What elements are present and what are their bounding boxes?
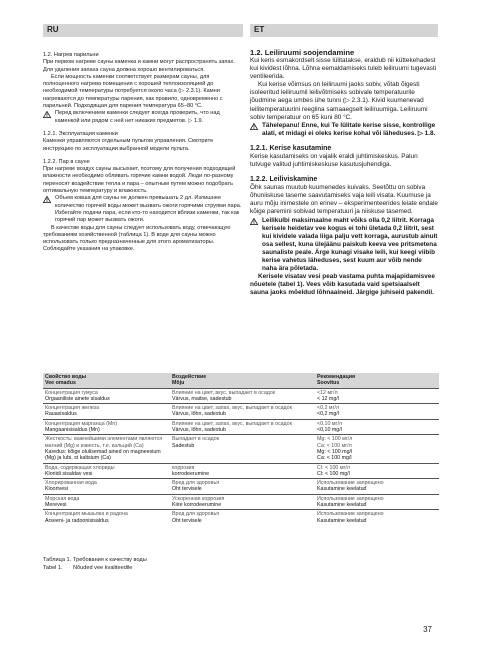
table-row <box>43 404 439 420</box>
cell-line: Жесткость: важнейшими элементами являются магний (Mg) и известь, т.е. кальций (Ca) <box>45 436 163 449</box>
table-cell <box>315 510 439 525</box>
cell-line: Cl: < 100 mg/l <box>317 470 350 477</box>
warning-icon <box>250 123 258 130</box>
table-cell <box>170 510 315 525</box>
warning-icon <box>250 218 258 225</box>
paragraph: Если мощность каменки соответствует размерам сауны, для полноценного нагрева помещения с хорошей теплоизоляцией до необходимой температуры потребуется около часа (▷ 2.3.1). Камни нагреваются до температуры парения, как правило, одновременно с парильней. Подходящая для парения температура 65–80 °С. <box>43 73 223 110</box>
section-title: 1.2.2. Leiliviskamine <box>250 176 318 184</box>
table-cell <box>43 419 170 435</box>
cell-line: Rauasisaldus <box>45 411 77 418</box>
language-code-ru: RU <box>47 25 59 34</box>
cell-line: Orgaaniliste ainete sisaldus <box>45 395 110 402</box>
table-cell <box>170 479 315 495</box>
paragraph: При первом нагреве сауны каменка и камни могут распространять запах. Для удаления запаха сауна должна хорошо вентилироваться. <box>43 59 235 73</box>
cell-line: Ca: < 100 мг/л <box>317 442 352 449</box>
cell-line: Kloorivesi <box>45 486 68 493</box>
column-header: Рекомендация Soovitus <box>315 373 439 388</box>
caption-label: Таблица 1. <box>43 557 72 563</box>
cell-line: <0,10 мг/л <box>317 420 343 427</box>
cell-line: Вода, содержащая хлориды <box>45 464 115 471</box>
paragraph: Каменки управляются отдельным пультом управления. Смотрите инструкцию по эксплуатации выбранной модели пульта. <box>43 138 214 152</box>
warning-icon <box>43 111 51 118</box>
cell-line: Merevesi <box>45 502 67 509</box>
table-cell <box>315 388 439 404</box>
cell-line: Kloriidi sisaldav vesi <box>45 470 93 477</box>
cell-line: Ускоренная коррозия <box>172 495 225 502</box>
cell-line: <0,2 мг/л <box>317 405 340 412</box>
warning-icon <box>43 196 51 203</box>
cell-line: Kasutamine keelatud <box>317 517 367 524</box>
warning-block <box>250 122 438 138</box>
table-cell <box>170 435 315 463</box>
table-row <box>43 388 439 404</box>
table-row <box>43 463 439 479</box>
cell-line: <12 мг/л <box>317 389 338 396</box>
paragraph: Õhk saunas muutub kuumenedes kuivaks. Seetõttu on sobiva õhuniiskuse taseme saavutamiseks vaja leili visata. Kuumuse ja auru mõju inimestele on erinev – eksperimenteerides leiate endale kõige paremini sobivad temperatuuri ja niiskuse tasemed. <box>250 184 438 216</box>
table-row <box>43 419 439 435</box>
section-title: 1.2.1. Kerise kasutamine <box>250 144 332 152</box>
cell-line: Использование запрещено <box>317 511 384 518</box>
cell-line: Выпадает в осадок <box>172 436 220 443</box>
warning-text: Leilikulbi maksimaalne maht võiks olla 0,2 liitrit. Korraga kerisele heidetav vee kogus ei tohi ületada 0,2 liitrit, sest kui kividele valada liiga palju vett korraga, aurustub ainult osa sellest, kuna ülejäänu paiskub keeva vee pritsmetena saunaliste peale. Ärge kunagi visake leili, kui keegi viibib kerise vahetus läheduses, sest kuum aur võib nende naha ära põletada. <box>262 216 438 273</box>
language-bar-et <box>250 24 438 37</box>
table-cell <box>315 479 439 495</box>
cell-line: Kasutamine keelatud <box>317 486 367 493</box>
cell-line: Mangaanisisaldus (Mn) <box>45 427 100 434</box>
section-title: 1.2. Нагрев парильни <box>43 52 99 58</box>
language-code-et: ET <box>254 25 265 34</box>
paragraph: Kerisele visatav vesi peab vastama puhta majapidamisvee nõuetele (tabel 1). Vees võib kasutada vaid spetsiaalselt sauna jaoks mõeldud lõhnaaineid. Järgige juhiseid pakendil. <box>250 273 435 297</box>
caption-text: Nõuded vee kvaliteedile <box>73 564 133 571</box>
cell-line: Cl: < 100 мг/л <box>317 464 350 471</box>
cell-line: Влияние на цвет, запах, вкус, выпадает в осадок <box>172 420 292 427</box>
table-cell <box>170 463 315 479</box>
cell-line: Влияние на цвет, запах, вкус, выпадает в осадок <box>172 405 292 412</box>
cell-line: Концентрация железа <box>45 405 100 412</box>
table-cell <box>170 388 315 404</box>
table-caption <box>43 557 147 572</box>
russian-column <box>43 48 243 254</box>
table-cell <box>170 404 315 420</box>
cell-line: Arseeni- ja radoonisisaldus <box>45 517 109 524</box>
cell-line: Mg: < 100 mg/l <box>317 448 353 455</box>
paragraph: В качестве воды для сауны следует использовать воду, отвечающую требованиям хозяйственной (таблица 1). В воде для сауны можно использовать только предназначенные для этого ароматизаторы. Соблюдайте указания на упаковке. <box>43 224 231 253</box>
cell-line: коррозия <box>172 464 195 471</box>
table-row <box>43 435 439 463</box>
table-cell <box>43 479 170 495</box>
estonian-column <box>250 48 438 297</box>
cell-line: Вред для здоровья <box>172 511 220 518</box>
paragraph: Kui kerise võimsus on leiliruumi jaoks sobiv, võtab õigesti isoleeritud leiliruumil leilivõtmiseks sobivale temperatuurile jõudmine aega umbes ühe tunni (▷ 2.3.1). Kivid kuumenevad leilitemperatuurini reeglina samaaegselt leiliruumiga. Leiliruumi sobiv temperatuur on 65 kuni 80 °C. <box>250 81 428 121</box>
caption-text: Требования к качеству воды <box>73 557 147 563</box>
cell-line: Oht tervisele <box>172 486 202 493</box>
paragraph: Kerise kasutamiseks on vajalik eraldi juhtimiskeskus. Palun tutvuge valitud juhtimiskeskuse kasutusjuhendiga. <box>250 152 418 169</box>
cell-line: Mg: < 100 мг/л <box>317 436 353 443</box>
cell-line: Värvus, lõhn, sadestub <box>172 427 226 434</box>
cell-line: <0,2 mg/l <box>317 411 339 418</box>
table-cell <box>43 463 170 479</box>
water-quality-table <box>43 373 439 525</box>
cell-line: Вред для здоровья <box>172 480 220 487</box>
cell-line: Концентрация марганца (Mn) <box>45 420 118 427</box>
table-cell <box>170 419 315 435</box>
table-cell <box>170 494 315 510</box>
cell-line: korrodeerumine <box>172 470 210 477</box>
table-cell <box>43 404 170 420</box>
caption-label: Tabel 1. <box>43 564 63 571</box>
section-title: 1.2.2. Пар в сауне <box>43 158 90 165</box>
cell-line: <0,10 mg/l <box>317 427 342 434</box>
paragraph: При нагреве воздух сауны высыхает, поэтому для получения подходящей влажности необходимо обливать горячие камни водой. Люди по-разному переносят воздействие тепла и пара – опытным путем можно подобрать оптимальную температуру и влажность. <box>43 166 236 195</box>
cell-line: Использование запрещено <box>317 495 384 502</box>
warning-text: Tähelepanu! Enne, kui Te lülitate kerise sisse, kontrollige alati, et midagi ei oleks kerise kohal või läheduses. ▷ 1.8. <box>262 121 436 137</box>
table-cell <box>43 388 170 404</box>
table-cell <box>315 494 439 510</box>
table-cell <box>43 510 170 525</box>
cell-line: Морская вода <box>45 495 80 502</box>
cell-line: < 12 mg/l <box>317 395 339 402</box>
cell-line: Концентрация гумуса <box>45 389 98 396</box>
warning-block <box>43 110 243 125</box>
cell-line: Ca: < 100 mg/l <box>317 455 352 462</box>
table-cell <box>43 435 170 463</box>
table-cell <box>315 419 439 435</box>
table-cell <box>315 404 439 420</box>
column-header: Воздействие Mõju <box>170 373 315 388</box>
cell-line: Kiire korrodeerumine <box>172 502 222 509</box>
section-title: 1.2.1. Эксплуатация каменки <box>43 130 118 137</box>
warning-block <box>250 217 438 274</box>
table-row <box>43 510 439 525</box>
table-cell <box>315 463 439 479</box>
section-title: 1.2. Leiliruumi soojendamine <box>250 48 355 57</box>
table-body <box>43 388 439 525</box>
cell-line: Värvus, maitse, sadestub <box>172 395 232 402</box>
language-bar-ru <box>43 24 243 37</box>
warning-block <box>43 195 243 224</box>
cell-line: Oht tervisele <box>172 517 202 524</box>
cell-line: Karedus: kõige olulisemad ained on magneesium (Mg) ja lubi, st kaltsium (Ca) <box>45 448 161 462</box>
paragraph: Kui keris esmakordselt sisse lülitatakse, eraldub nii küttekehadest kui kividest lõhna. Lõhna eemaldamiseks tuleb leiliruumi tugevasti ventileerida. <box>250 57 437 81</box>
cell-line: Концентрация мышьяка и радона <box>45 511 128 518</box>
cell-line: Использование запрещено <box>317 480 384 487</box>
warning-text: Объем ковша для сауны не должен превышать 2 дл. Излишнее количество горячей воды может вызвать ожоги горячими струями пара. Избегайте подачи пара, если кто-то находится вблизи каменки, так как горячий пар может вызвать ожоги. <box>55 195 242 224</box>
warning-text: Перед включением каменки следует всегда проверить, что над каменкой или рядом с ней нет никаких предметов. ▷ 1.9. <box>55 110 220 124</box>
table-cell <box>315 435 439 463</box>
table-row <box>43 494 439 510</box>
cell-line: Хлорированная вода <box>45 480 97 487</box>
cell-line: Värvus, lõhn, sadestub <box>172 411 226 418</box>
table-header-row <box>43 373 439 388</box>
table-row <box>43 479 439 495</box>
cell-line: Sadestub <box>172 442 195 449</box>
cell-line: Влияние на цвет, вкус, выпадает в осадок <box>172 389 276 396</box>
cell-line: Kasutamine keelatud <box>317 502 367 509</box>
column-header: Свойство воды Vee omadus <box>43 373 170 388</box>
table-cell <box>43 494 170 510</box>
page-number: 37 <box>423 625 432 634</box>
